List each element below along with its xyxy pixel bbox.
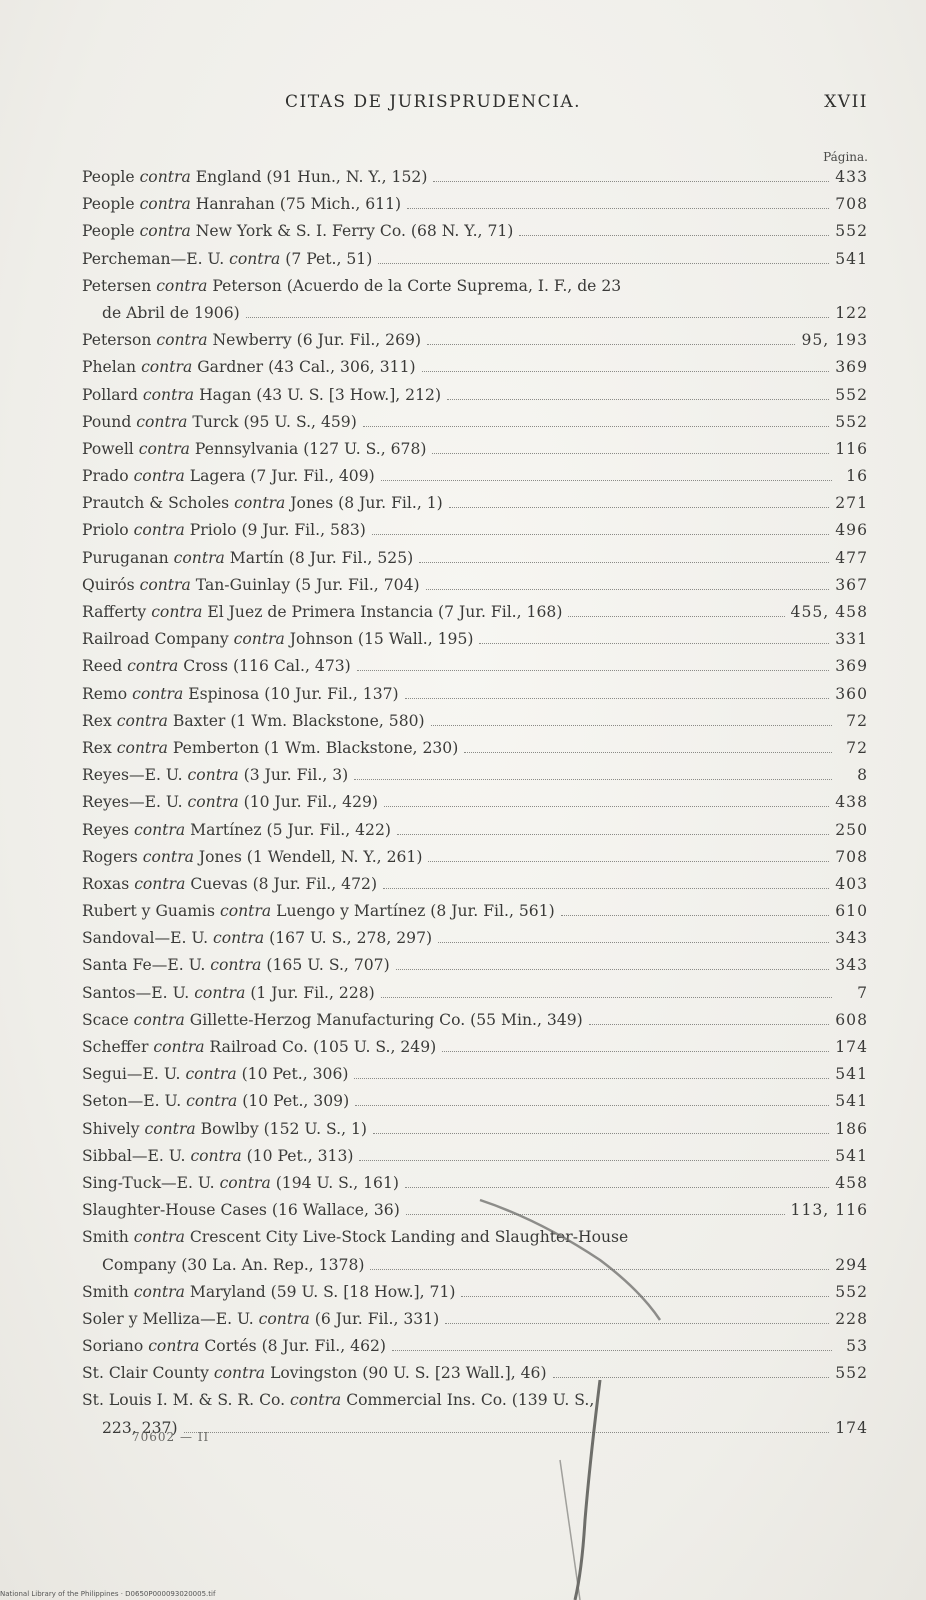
citation-text: Petersen contra Peterson (Acuerdo de la Corte Suprema, I. F., de 23 bbox=[82, 276, 622, 295]
dot-leader bbox=[568, 616, 784, 617]
citation-page: 174 bbox=[835, 1418, 868, 1437]
citation-page: 552 bbox=[835, 412, 868, 431]
citation-page: 438 bbox=[835, 793, 868, 812]
citation-page: 458 bbox=[835, 1173, 868, 1192]
citation-page: 496 bbox=[835, 521, 868, 540]
citation-text: Santa Fe—E. U. contra (165 U. S., 707) bbox=[82, 956, 390, 975]
citation-entry bbox=[82, 494, 868, 521]
dot-leader bbox=[427, 344, 795, 345]
citation-entry bbox=[82, 1065, 868, 1092]
citation-page: 552 bbox=[835, 1282, 868, 1301]
citation-entry bbox=[82, 739, 868, 766]
citation-page: 343 bbox=[835, 929, 868, 948]
dot-leader bbox=[378, 263, 829, 264]
citation-entry bbox=[82, 984, 868, 1011]
citation-text: Priolo contra Priolo (9 Jur. Fil., 583) bbox=[82, 521, 366, 540]
dot-leader bbox=[355, 1105, 829, 1106]
citation-text: Railroad Company contra Johnson (15 Wall., 195) bbox=[82, 630, 474, 649]
citation-page: 541 bbox=[835, 249, 868, 268]
citation-text: Rubert y Guamis contra Luengo y Martínez (8 Jur. Fil., 561) bbox=[82, 902, 555, 921]
dot-leader bbox=[449, 507, 829, 508]
scan-source-note: National Library of the Philippines · D0650P000093020005.tif bbox=[0, 1590, 216, 1598]
dot-leader bbox=[419, 562, 829, 563]
citation-text: Reyes—E. U. contra (10 Jur. Fil., 429) bbox=[82, 793, 379, 812]
citation-page: 433 bbox=[835, 168, 868, 186]
citation-entry bbox=[82, 603, 868, 630]
citation-page: 610 bbox=[835, 902, 868, 921]
citation-text: Reed contra Cross (116 Cal., 473) bbox=[82, 657, 351, 676]
dot-leader bbox=[428, 861, 829, 862]
dot-leader bbox=[357, 670, 829, 671]
citation-text: Pollard contra Hagan (43 U. S. [3 How.], 212) bbox=[82, 385, 442, 404]
citation-page: 174 bbox=[835, 1038, 868, 1057]
dot-leader bbox=[589, 1024, 830, 1025]
citation-text: Powell contra Pennsylvania (127 U. S., 678) bbox=[82, 439, 427, 458]
citation-text: Soler y Melliza—E. U. contra (6 Jur. Fil., 331) bbox=[82, 1309, 440, 1328]
dot-leader bbox=[553, 1377, 830, 1378]
dot-leader bbox=[184, 1432, 830, 1433]
citation-text: Sing-Tuck—E. U. contra (194 U. S., 161) bbox=[82, 1173, 399, 1192]
citation-entry bbox=[82, 331, 868, 358]
running-head-title: CITAS DE JURISPRUDENCIA. bbox=[285, 92, 582, 112]
citation-text: Prado contra Lagera (7 Jur. Fil., 409) bbox=[82, 467, 375, 486]
citation-entry bbox=[82, 1201, 868, 1228]
dot-leader bbox=[438, 942, 829, 943]
page-column-label: Página. bbox=[823, 150, 868, 164]
citation-entry bbox=[82, 1120, 868, 1147]
citation-page: 369 bbox=[835, 657, 868, 676]
citation-text: Quirós contra Tan-Guinlay (5 Jur. Fil., 704) bbox=[82, 575, 420, 594]
citation-text: Sandoval—E. U. contra (167 U. S., 278, 297) bbox=[82, 929, 433, 948]
citation-entry bbox=[82, 195, 868, 222]
dot-leader bbox=[381, 480, 832, 481]
dot-leader bbox=[354, 779, 832, 780]
citation-page: 113, 116 bbox=[790, 1201, 868, 1220]
dot-leader bbox=[396, 969, 830, 970]
dot-leader bbox=[445, 1323, 829, 1324]
citation-entry bbox=[82, 1011, 868, 1038]
citation-entry bbox=[82, 712, 868, 739]
citation-text: Segui—E. U. contra (10 Pet., 306) bbox=[82, 1065, 349, 1084]
dot-leader bbox=[432, 453, 829, 454]
citation-text: Sibbal—E. U. contra (10 Pet., 313) bbox=[82, 1146, 354, 1165]
dot-leader bbox=[370, 1269, 829, 1270]
citation-text: Santos—E. U. contra (1 Jur. Fil., 228) bbox=[82, 983, 375, 1002]
citation-text: Scace contra Gillette-Herzog Manufacturing Co. (55 Min., 349) bbox=[82, 1010, 583, 1029]
dot-leader bbox=[381, 997, 832, 998]
citation-text: Reyes contra Martínez (5 Jur. Fil., 422) bbox=[82, 820, 391, 839]
citation-page: 8 bbox=[857, 766, 868, 785]
citation-text: Smith contra Crescent City Live-Stock Landing and Slaughter-House bbox=[82, 1228, 629, 1247]
citation-page: 7 bbox=[857, 983, 868, 1002]
citation-entry bbox=[82, 168, 868, 195]
citation-page: 541 bbox=[835, 1146, 868, 1165]
citation-entry bbox=[82, 1364, 868, 1391]
citation-page: 369 bbox=[835, 358, 868, 377]
citation-entry bbox=[82, 1174, 868, 1201]
citation-text: Rafferty contra El Juez de Primera Instancia (7 Jur. Fil., 168) bbox=[82, 603, 563, 622]
citation-page: 72 bbox=[846, 738, 868, 757]
citation-page: 455, 458 bbox=[790, 603, 868, 622]
citation-page: 708 bbox=[835, 195, 868, 214]
citation-entry bbox=[82, 902, 868, 929]
dot-leader bbox=[433, 181, 829, 182]
citation-page: 367 bbox=[835, 575, 868, 594]
citation-entry bbox=[82, 521, 868, 548]
citation-entry bbox=[82, 413, 868, 440]
citation-text-continued: Company (30 La. An. Rep., 1378) bbox=[102, 1255, 365, 1274]
citation-entry bbox=[82, 549, 868, 576]
dot-leader bbox=[405, 1187, 829, 1188]
citation-page: 72 bbox=[846, 711, 868, 730]
dot-leader bbox=[447, 399, 829, 400]
citation-text: Reyes—E. U. contra (3 Jur. Fil., 3) bbox=[82, 766, 349, 785]
citation-entry bbox=[82, 250, 868, 277]
running-head bbox=[0, 92, 926, 122]
citation-page: 477 bbox=[835, 548, 868, 567]
citation-page: 541 bbox=[835, 1092, 868, 1111]
citation-entry bbox=[82, 630, 868, 657]
citation-text: Rex contra Pemberton (1 Wm. Blackstone, 230) bbox=[82, 738, 459, 757]
citation-entry bbox=[82, 386, 868, 413]
citation-entry bbox=[82, 956, 868, 983]
citation-text: Percheman—E. U. contra (7 Pet., 51) bbox=[82, 249, 373, 268]
dot-leader bbox=[383, 888, 829, 889]
citation-page: 250 bbox=[835, 820, 868, 839]
citation-text: Smith contra Maryland (59 U. S. [18 How.], 71) bbox=[82, 1282, 456, 1301]
dot-leader bbox=[397, 834, 829, 835]
running-head-page-number: XVII bbox=[824, 92, 868, 112]
citation-entry bbox=[82, 793, 868, 820]
dot-leader bbox=[384, 806, 829, 807]
citation-entry bbox=[82, 821, 868, 848]
dot-leader bbox=[246, 317, 830, 318]
citation-text: Remo contra Espinosa (10 Jur. Fil., 137) bbox=[82, 684, 399, 703]
citation-page: 343 bbox=[835, 956, 868, 975]
citation-page: 552 bbox=[835, 385, 868, 404]
citation-page: 541 bbox=[835, 1065, 868, 1084]
citation-page: 294 bbox=[835, 1255, 868, 1274]
citation-page: 53 bbox=[846, 1337, 868, 1356]
citation-page: 552 bbox=[835, 1364, 868, 1383]
dot-leader bbox=[561, 915, 830, 916]
citation-text-continued: de Abril de 1906) bbox=[102, 303, 240, 322]
citation-text: Phelan contra Gardner (43 Cal., 306, 311) bbox=[82, 358, 416, 377]
dot-leader bbox=[407, 208, 829, 209]
dot-leader bbox=[359, 1160, 829, 1161]
citation-entry bbox=[82, 358, 868, 385]
citation-text: Shively contra Bowlby (152 U. S., 1) bbox=[82, 1119, 368, 1138]
citation-entry bbox=[82, 1228, 868, 1282]
dot-leader bbox=[479, 643, 829, 644]
citation-page: 552 bbox=[835, 222, 868, 241]
citation-entry bbox=[82, 1147, 868, 1174]
citation-entry bbox=[82, 1337, 868, 1364]
citation-entry bbox=[82, 222, 868, 249]
signature-mark: 70602 — II bbox=[132, 1430, 210, 1444]
dot-leader bbox=[392, 1350, 832, 1351]
dot-leader bbox=[372, 534, 829, 535]
citation-page: 403 bbox=[835, 874, 868, 893]
citation-text: Pound contra Turck (95 U. S., 459) bbox=[82, 412, 357, 431]
citation-text: Rogers contra Jones (1 Wendell, N. Y., 261) bbox=[82, 847, 423, 866]
citation-entry bbox=[82, 576, 868, 603]
citation-page: 16 bbox=[846, 467, 868, 486]
citation-entry bbox=[82, 766, 868, 793]
citation-text: Prautch & Scholes contra Jones (8 Jur. Fil., 1) bbox=[82, 494, 443, 513]
citation-text: Slaughter-House Cases (16 Wallace, 36) bbox=[82, 1201, 400, 1220]
citation-entry bbox=[82, 277, 868, 331]
citation-page: 331 bbox=[835, 630, 868, 649]
citation-entry bbox=[82, 467, 868, 494]
citation-entry bbox=[82, 685, 868, 712]
citation-page: 186 bbox=[835, 1119, 868, 1138]
citation-text: Seton—E. U. contra (10 Pet., 309) bbox=[82, 1092, 350, 1111]
citation-text: St. Clair County contra Lovingston (90 U. S. [23 Wall.], 46) bbox=[82, 1364, 547, 1383]
dot-leader bbox=[461, 1296, 829, 1297]
citation-text: Scheffer contra Railroad Co. (105 U. S., 249) bbox=[82, 1038, 437, 1057]
citation-entry bbox=[82, 929, 868, 956]
citation-page: 95, 193 bbox=[801, 331, 868, 350]
citation-entry bbox=[82, 875, 868, 902]
dot-leader bbox=[373, 1133, 829, 1134]
citation-text: People contra New York & S. I. Ferry Co. (68 N. Y., 71) bbox=[82, 222, 514, 241]
citation-page: 708 bbox=[835, 847, 868, 866]
dot-leader bbox=[405, 698, 830, 699]
citation-entry bbox=[82, 1092, 868, 1119]
citation-text: Rex contra Baxter (1 Wm. Blackstone, 580) bbox=[82, 711, 425, 730]
citation-page: 608 bbox=[835, 1010, 868, 1029]
citation-text-continued: 223, 237) bbox=[102, 1418, 178, 1437]
citation-text: People contra England (91 Hun., N. Y., 152) bbox=[82, 168, 428, 186]
dot-leader bbox=[363, 426, 829, 427]
citation-page: 122 bbox=[835, 303, 868, 322]
dot-leader bbox=[406, 1214, 785, 1215]
citation-text: Peterson contra Newberry (6 Jur. Fil., 269) bbox=[82, 331, 422, 350]
citation-entry bbox=[82, 1038, 868, 1065]
citation-list bbox=[82, 168, 868, 1446]
dot-leader bbox=[422, 371, 830, 372]
citation-page: 228 bbox=[835, 1309, 868, 1328]
citation-entry bbox=[82, 1310, 868, 1337]
citation-page: 360 bbox=[835, 684, 868, 703]
citation-entry bbox=[82, 848, 868, 875]
dot-leader bbox=[426, 589, 830, 590]
citation-text: Roxas contra Cuevas (8 Jur. Fil., 472) bbox=[82, 874, 378, 893]
dot-leader bbox=[519, 235, 829, 236]
dot-leader bbox=[354, 1078, 829, 1079]
citation-text: Puruganan contra Martín (8 Jur. Fil., 525) bbox=[82, 548, 414, 567]
citation-text: People contra Hanrahan (75 Mich., 611) bbox=[82, 195, 402, 214]
dot-leader bbox=[442, 1051, 829, 1052]
citation-page: 271 bbox=[835, 494, 868, 513]
dot-leader bbox=[464, 752, 832, 753]
dot-leader bbox=[431, 725, 832, 726]
citation-entry bbox=[82, 657, 868, 684]
citation-entry bbox=[82, 440, 868, 467]
citation-text: St. Louis I. M. & S. R. Co. contra Commercial Ins. Co. (139 U. S., bbox=[82, 1391, 595, 1410]
citation-page: 116 bbox=[835, 439, 868, 458]
citation-entry bbox=[82, 1283, 868, 1310]
citation-text: Soriano contra Cortés (8 Jur. Fil., 462) bbox=[82, 1337, 386, 1356]
